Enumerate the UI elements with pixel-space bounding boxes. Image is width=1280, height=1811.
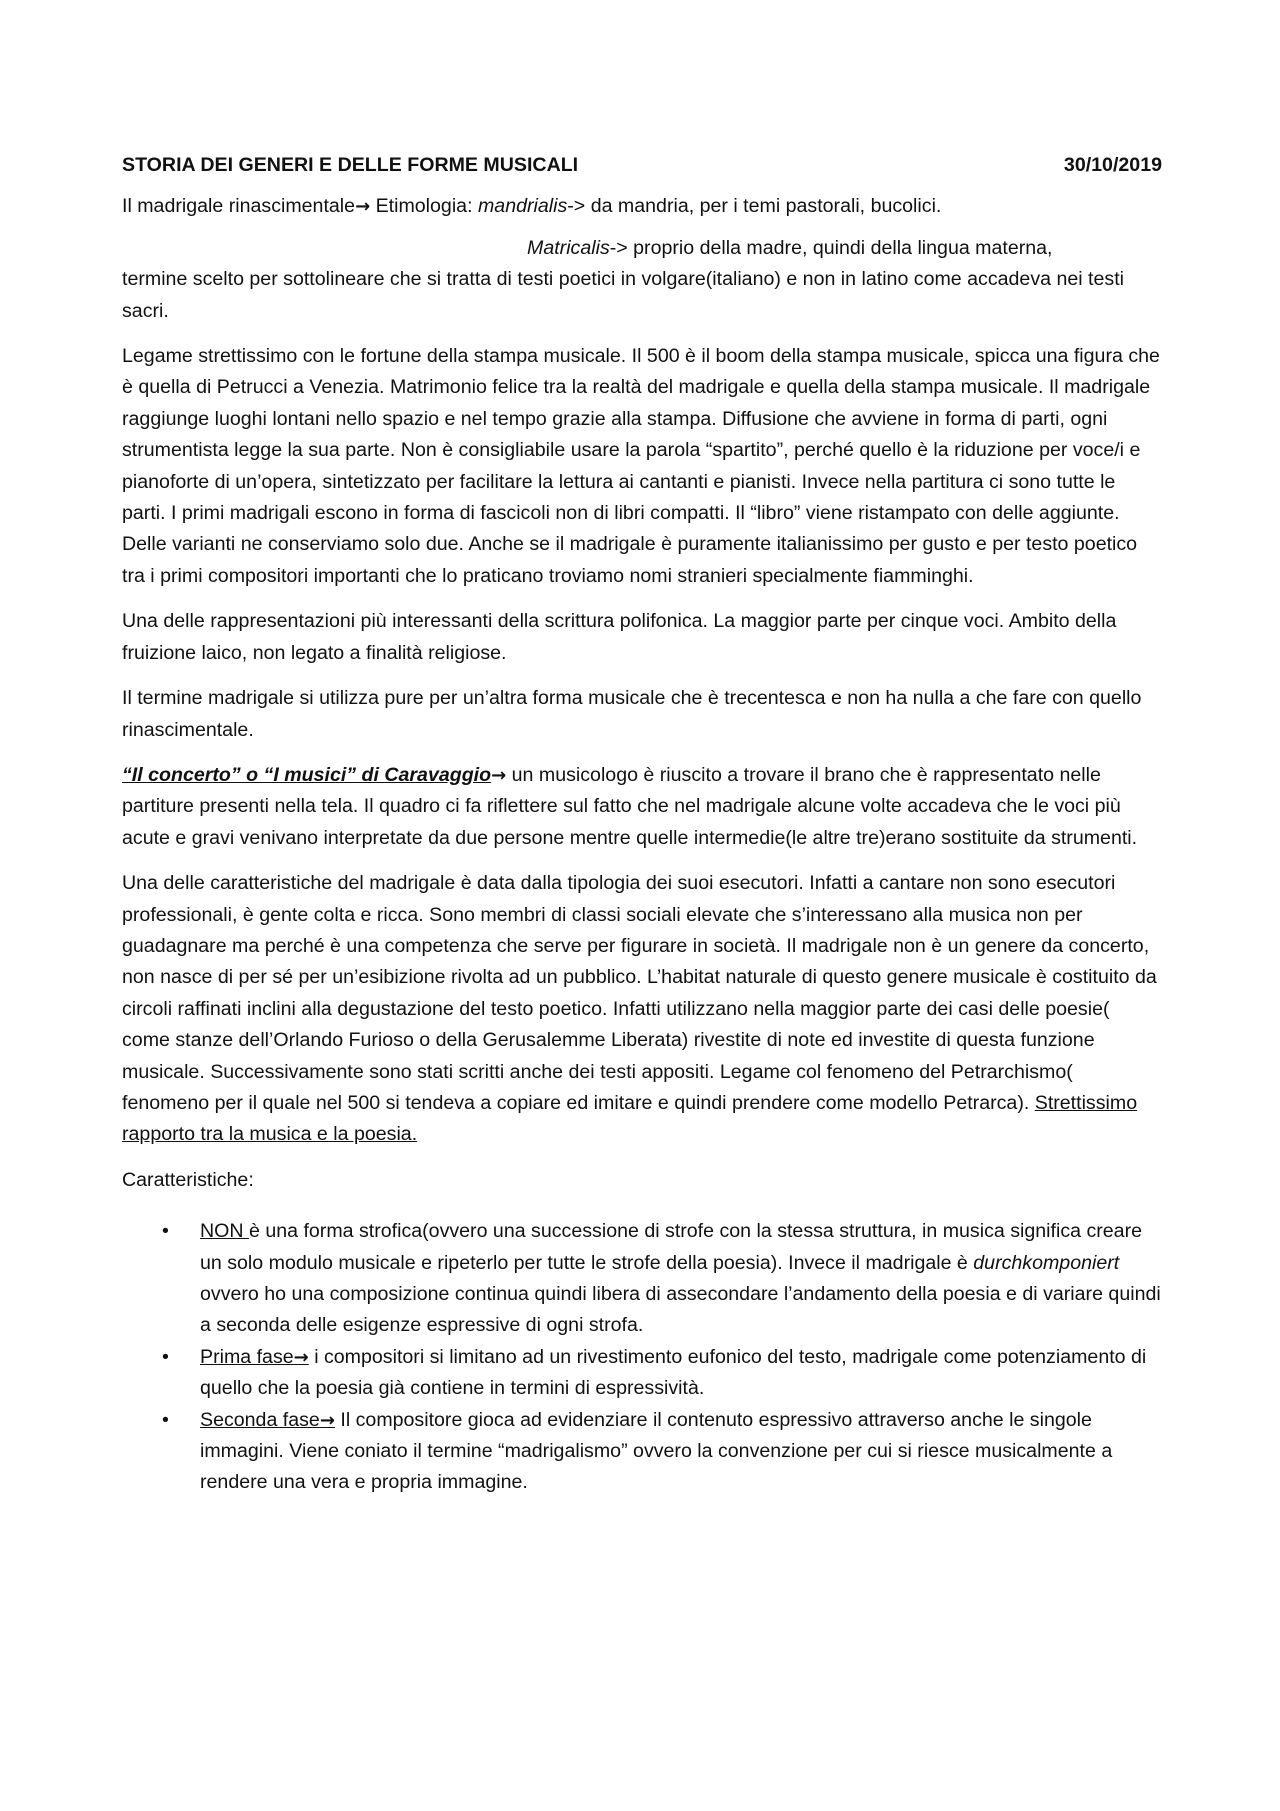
- bullet-1-text-a: è una forma strofica(ovvero una successione di strofe con la stessa struttura, in musica significa creare un solo modulo musicale e ripeterlo per tutte le strofe della poesia). Invece il madrigale è: [200, 1220, 1142, 1274]
- paragraph-trecentesca: Il termine madrigale si utilizza pure per un’altra forma musicale che è trecentesca e non ha nulla a che fare con quello rinascimentale.: [122, 687, 1142, 741]
- arrow-right-icon: →: [355, 196, 371, 218]
- list-item: [122, 1216, 1162, 1342]
- arrow-right-icon: →: [319, 1409, 335, 1431]
- term-matricalis: Matricalis: [527, 236, 610, 259]
- esecutori-underline: Strettissimo rapporto tra la musica e la poesia.: [122, 1091, 1138, 1146]
- paragraph-polifonia: Una delle rappresentazioni più interessanti della scrittura polifonica. La maggior parte per cinque voci. Ambito della fruizione laico, non legato a finalità religiose.: [122, 610, 1117, 664]
- matricalis-paragraph: [122, 233, 1162, 327]
- document-date: 30/10/2019: [1063, 154, 1162, 176]
- intro-lead: Il madrigale rinascimentale: [122, 195, 356, 218]
- document-title: STORIA DEI GENERI E DELLE FORME MUSICALI: [122, 154, 579, 176]
- term-mandrialis: mandrialis: [477, 195, 568, 218]
- term-mandrialis-def: -> da mandria, per i temi pastorali, bucolici.: [567, 195, 942, 218]
- bullet-2-underline: [200, 1346, 309, 1368]
- etymology-label: Etimologia:: [370, 195, 478, 218]
- bullet-3-text: Il compositore gioca ad evidenziare il contenuto espressivo attraverso anche le singole immagini. Viene coniato il termine “madrigalismo” ovvero la convenzione per cui si riesce musicalmente a rendere una vera e propria immagine.: [200, 1408, 1113, 1494]
- arrow-right-icon: →: [293, 1346, 309, 1368]
- bullet-icon: •: [162, 1408, 169, 1431]
- bullet-2-text: i compositori si limitano ad un rivestimento eufonico del testo, madrigale come potenziamento di quello che la poesia già contiene in termini di espressività.: [200, 1345, 1147, 1400]
- bullet-3-label: Seconda fase: [200, 1408, 320, 1431]
- list-item: [122, 1405, 1162, 1499]
- bullet-icon: •: [162, 1220, 169, 1243]
- bullet-3-underline: [200, 1409, 335, 1431]
- caravaggio-text: un musicologo è riuscito a trovare il brano che è rappresentato nelle partiture presenti nella tela. Il quadro ci fa riflettere sul fatto che nel madrigale alcune volte accadeva che le voci più acute e gravi venivano interpretate da due persone mentre quelle intermedie(le altre tre)erano sostituite da strumenti.: [122, 763, 1138, 849]
- caravaggio-title: “Il concerto” o “I musici” di Caravaggio: [122, 763, 492, 786]
- features-label: Caratteristiche:: [122, 1168, 254, 1191]
- features-list: [122, 1216, 1162, 1499]
- paragraph-caravaggio: [122, 760, 1162, 854]
- intro-line: [122, 191, 1162, 222]
- document-header: [122, 150, 1162, 181]
- paragraph-esecutori: [122, 868, 1162, 1151]
- bullet-1-underline: NON: [200, 1220, 249, 1243]
- document-body: [122, 150, 1162, 1499]
- list-item: [122, 1342, 1162, 1405]
- bullet-1-text-b: ovvero ho una composizione continua quindi libera di assecondare l’andamento della poesia e di variare quindi a seconda delle esigenze espressive di ogni strofa.: [200, 1283, 1161, 1337]
- esecutori-text: Una delle caratteristiche del madrigale è data dalla tipologia dei suoi esecutori. Infatti a cantare non sono esecutori professionali, è gente colta e ricca. Sono membri di classi sociali elevate che s’interessano alla musica non per guadagnare ma perché è una competenza che serve per figurare in società. Il madrigale non è un genere da concerto, non nasce di per sé per un’esibizione rivolta ad un pubblico. L’habitat naturale di questo genere musicale è costituito da circoli raffinati inclini alla degustazione del testo poetico. Infatti utilizzano nella maggior parte dei casi delle poesie( come stanze dell’Orlando Furioso o della Gerusalemme Liberata) rivestite di note ed investite di questa funzione musicale. Successivamente sono stati scritti anche dei testi appositi. Legame col fenomeno del Petrarchismo( fenomeno per il quale nel 500 si tendeva a copiare ed imitare e quindi prendere come modello Petrarca).: [122, 872, 1157, 1114]
- matricalis-continuation: termine scelto per sottolineare che si tratta di testi poetici in volgare(italiano) e non in latino come accadeva nei testi sacri.: [122, 268, 1124, 322]
- bullet-2-label: Prima fase: [200, 1345, 294, 1368]
- paragraph-stampa: Legame strettissimo con le fortune della stampa musicale. Il 500 è il boom della stampa musicale, spicca una figura che è quella di Petrucci a Venezia. Matrimonio felice tra la realtà del madrigale e quella della stampa musicale. Il madrigale raggiunge luoghi lontani nello spazio e nel tempo grazie alla stampa. Diffusione che avviene in forma di parti, ogni strumentista legge la sua parte. Non è consigliabile usare la parola “spartito”, perché quello è la riduzione per voce/i e pianoforte di un’opera, sintetizzato per facilitare la lettura ai cantanti e pianisti. Invece nella partitura ci sono tutte le parti. I primi madrigali escono in forma di fascicoli non di libri compatti. Il “libro” viene ristampato con delle aggiunte. Delle varianti ne conserviamo solo due. Anche se il madrigale è puramente italianissimo per gusto e per testo poetico tra i primi compositori importanti che lo praticano troviamo nomi stranieri specialmente fiamminghi.: [122, 345, 1160, 587]
- matricalis-line: [122, 237, 1053, 259]
- bullet-1-italic: durchkomponiert: [973, 1251, 1120, 1274]
- arrow-right-icon: →: [491, 764, 507, 786]
- bullet-icon: •: [162, 1345, 169, 1368]
- term-matricalis-def: -> proprio della madre, quindi della lingua materna,: [609, 236, 1053, 259]
